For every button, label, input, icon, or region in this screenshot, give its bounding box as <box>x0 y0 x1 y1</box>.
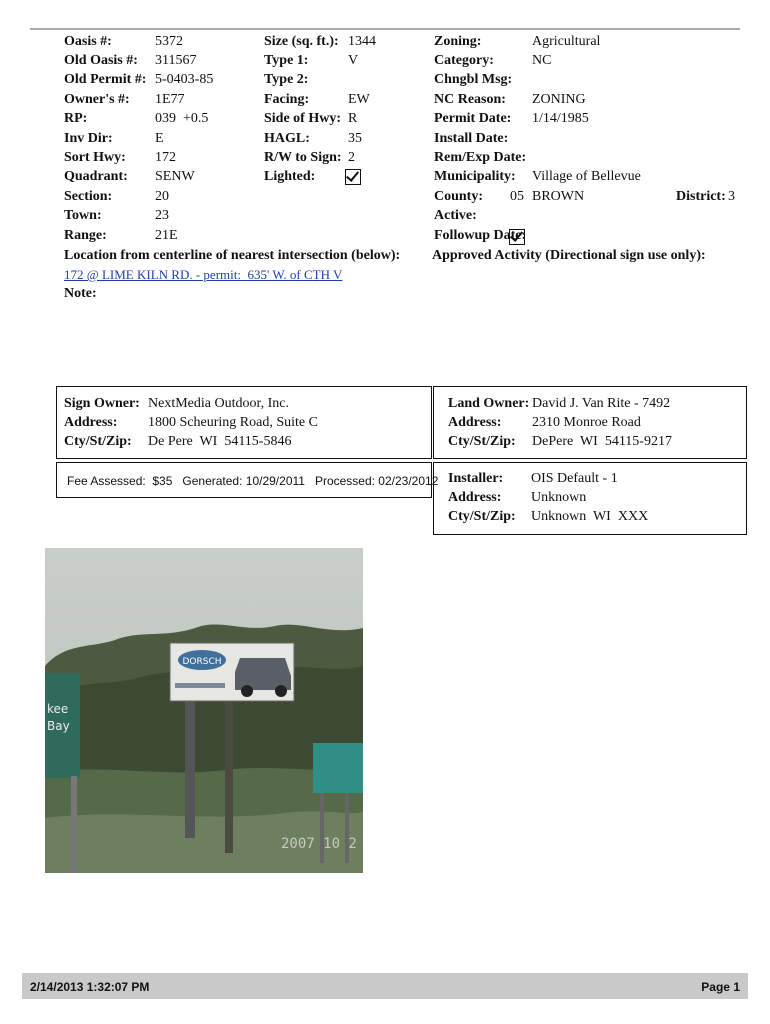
county-code: 05 <box>510 189 524 204</box>
land-owner-address-label: Address: <box>448 415 502 430</box>
land-owner-value: David J. Van Rite - 7492 <box>532 396 671 411</box>
old-oasis-value: 311567 <box>155 53 197 68</box>
nc-reason-label: NC Reason: <box>434 92 506 107</box>
category-label: Category: <box>434 53 494 68</box>
size-value: 1344 <box>348 34 376 49</box>
district-value: 3 <box>728 189 735 204</box>
permit-date-value: 1/14/1985 <box>532 111 589 126</box>
location-heading: Location from centerline of nearest intersection (below): <box>64 248 401 263</box>
installer-address-label: Address: <box>448 490 502 505</box>
municipality-value: Village of Bellevue <box>532 169 641 184</box>
installer-label: Installer: <box>448 471 504 486</box>
inv-dir-value: E <box>155 131 164 146</box>
footer-page-number: Page 1 <box>701 980 740 994</box>
installer-city-label: Cty/St/Zip: <box>448 509 516 524</box>
old-permit-value: 5-0403-85 <box>155 72 214 87</box>
installer-value: OIS Default - 1 <box>531 471 618 486</box>
sign-owner-address-label: Address: <box>64 415 118 430</box>
installer-address: Unknown <box>531 490 587 505</box>
road-sign-text-2: Bay <box>47 719 70 733</box>
category-value: NC <box>532 53 552 68</box>
quadrant-label: Quadrant: <box>64 169 128 184</box>
old-permit-label: Old Permit #: <box>64 72 147 87</box>
footer-bar <box>22 973 748 999</box>
photo-date-stamp: 2007 10 2 <box>281 836 357 852</box>
section-value: 20 <box>155 189 169 204</box>
rp-label: RP: <box>64 111 88 126</box>
followup-label: Followup Date: <box>434 228 527 243</box>
fee-box <box>56 462 439 498</box>
sign-owner-label: Sign Owner: <box>64 396 140 411</box>
rw-value: 2 <box>348 150 355 165</box>
range-label: Range: <box>64 228 107 243</box>
approved-activity-heading: Approved Activity (Directional sign use only): <box>432 248 706 263</box>
install-date-label: Install Date: <box>434 131 509 146</box>
side-value: R <box>348 111 358 126</box>
county-label: County: <box>434 189 484 204</box>
sort-hwy-label: Sort Hwy: <box>64 150 126 165</box>
billboard-photo-image <box>45 548 363 873</box>
lighted-label: Lighted: <box>264 169 316 184</box>
size-label: Size (sq. ft.): <box>264 34 339 49</box>
sign-owner-box <box>56 386 432 459</box>
billboard-logo-text: DORSCH <box>182 657 222 667</box>
land-owner-box <box>433 386 747 459</box>
sort-hwy-value: 172 <box>155 150 176 165</box>
facing-value: EW <box>348 92 370 107</box>
quadrant-value: SENW <box>155 169 195 184</box>
footer-timestamp: 2/14/2013 1:32:07 PM <box>30 980 150 994</box>
chngbl-label: Chngbl Msg: <box>434 72 513 87</box>
land-owner-city-label: Cty/St/Zip: <box>448 434 516 449</box>
land-owner-label: Land Owner: <box>448 396 530 411</box>
district-label: District: <box>676 189 726 204</box>
location-text[interactable]: 172 @ LIME KILN RD. - permit: 635' W. of CTH V <box>64 267 343 282</box>
billboard-photo <box>45 548 363 873</box>
active-label: Active: <box>434 208 477 223</box>
rem-exp-label: Rem/Exp Date: <box>434 150 527 165</box>
nc-reason-value: ZONING <box>532 92 586 107</box>
type2-label: Type 2: <box>264 72 309 87</box>
lighted-checkbox[interactable] <box>345 169 361 185</box>
range-value: 21E <box>155 228 178 243</box>
town-value: 23 <box>155 208 169 223</box>
owners-value: 1E77 <box>155 92 185 107</box>
owners-label: Owner's #: <box>64 92 130 107</box>
town-label: Town: <box>64 208 102 223</box>
permit-date-label: Permit Date: <box>434 111 512 126</box>
type1-value: V <box>348 53 359 68</box>
note-label: Note: <box>64 286 97 301</box>
hagl-value: 35 <box>348 131 362 146</box>
sign-owner-city-label: Cty/St/Zip: <box>64 434 132 449</box>
zoning-label: Zoning: <box>434 34 482 49</box>
county-value: BROWN <box>532 189 585 204</box>
installer-box <box>433 462 747 535</box>
sign-owner-address: 1800 Scheuring Road, Suite C <box>148 415 318 430</box>
land-owner-address: 2310 Monroe Road <box>532 415 641 430</box>
oasis-value: 5372 <box>155 34 183 49</box>
sign-owner-value: NextMedia Outdoor, Inc. <box>148 396 289 411</box>
top-rule <box>30 28 740 30</box>
installer-city: Unknown WI XXX <box>531 509 649 524</box>
type1-label: Type 1: <box>264 53 309 68</box>
municipality-label: Municipality: <box>434 169 516 184</box>
fee-line: Fee Assessed: $35 Generated: 10/29/2011 Processed: 02/23/2012 <box>67 474 439 488</box>
hagl-label: HAGL: <box>264 131 310 146</box>
oasis-label: Oasis #: <box>64 34 112 49</box>
inv-dir-label: Inv Dir: <box>64 131 113 146</box>
sign-owner-city: De Pere WI 54115-5846 <box>148 434 292 449</box>
rw-label: R/W to Sign: <box>264 150 342 165</box>
facing-label: Facing: <box>264 92 310 107</box>
side-label: Side of Hwy: <box>264 111 341 126</box>
section-label: Section: <box>64 189 113 204</box>
zoning-value: Agricultural <box>532 34 601 49</box>
rp-value: 039 +0.5 <box>155 111 209 126</box>
land-owner-city: DePere WI 54115-9217 <box>532 434 672 449</box>
old-oasis-label: Old Oasis #: <box>64 53 138 68</box>
road-sign-text-1: kee <box>47 702 69 716</box>
